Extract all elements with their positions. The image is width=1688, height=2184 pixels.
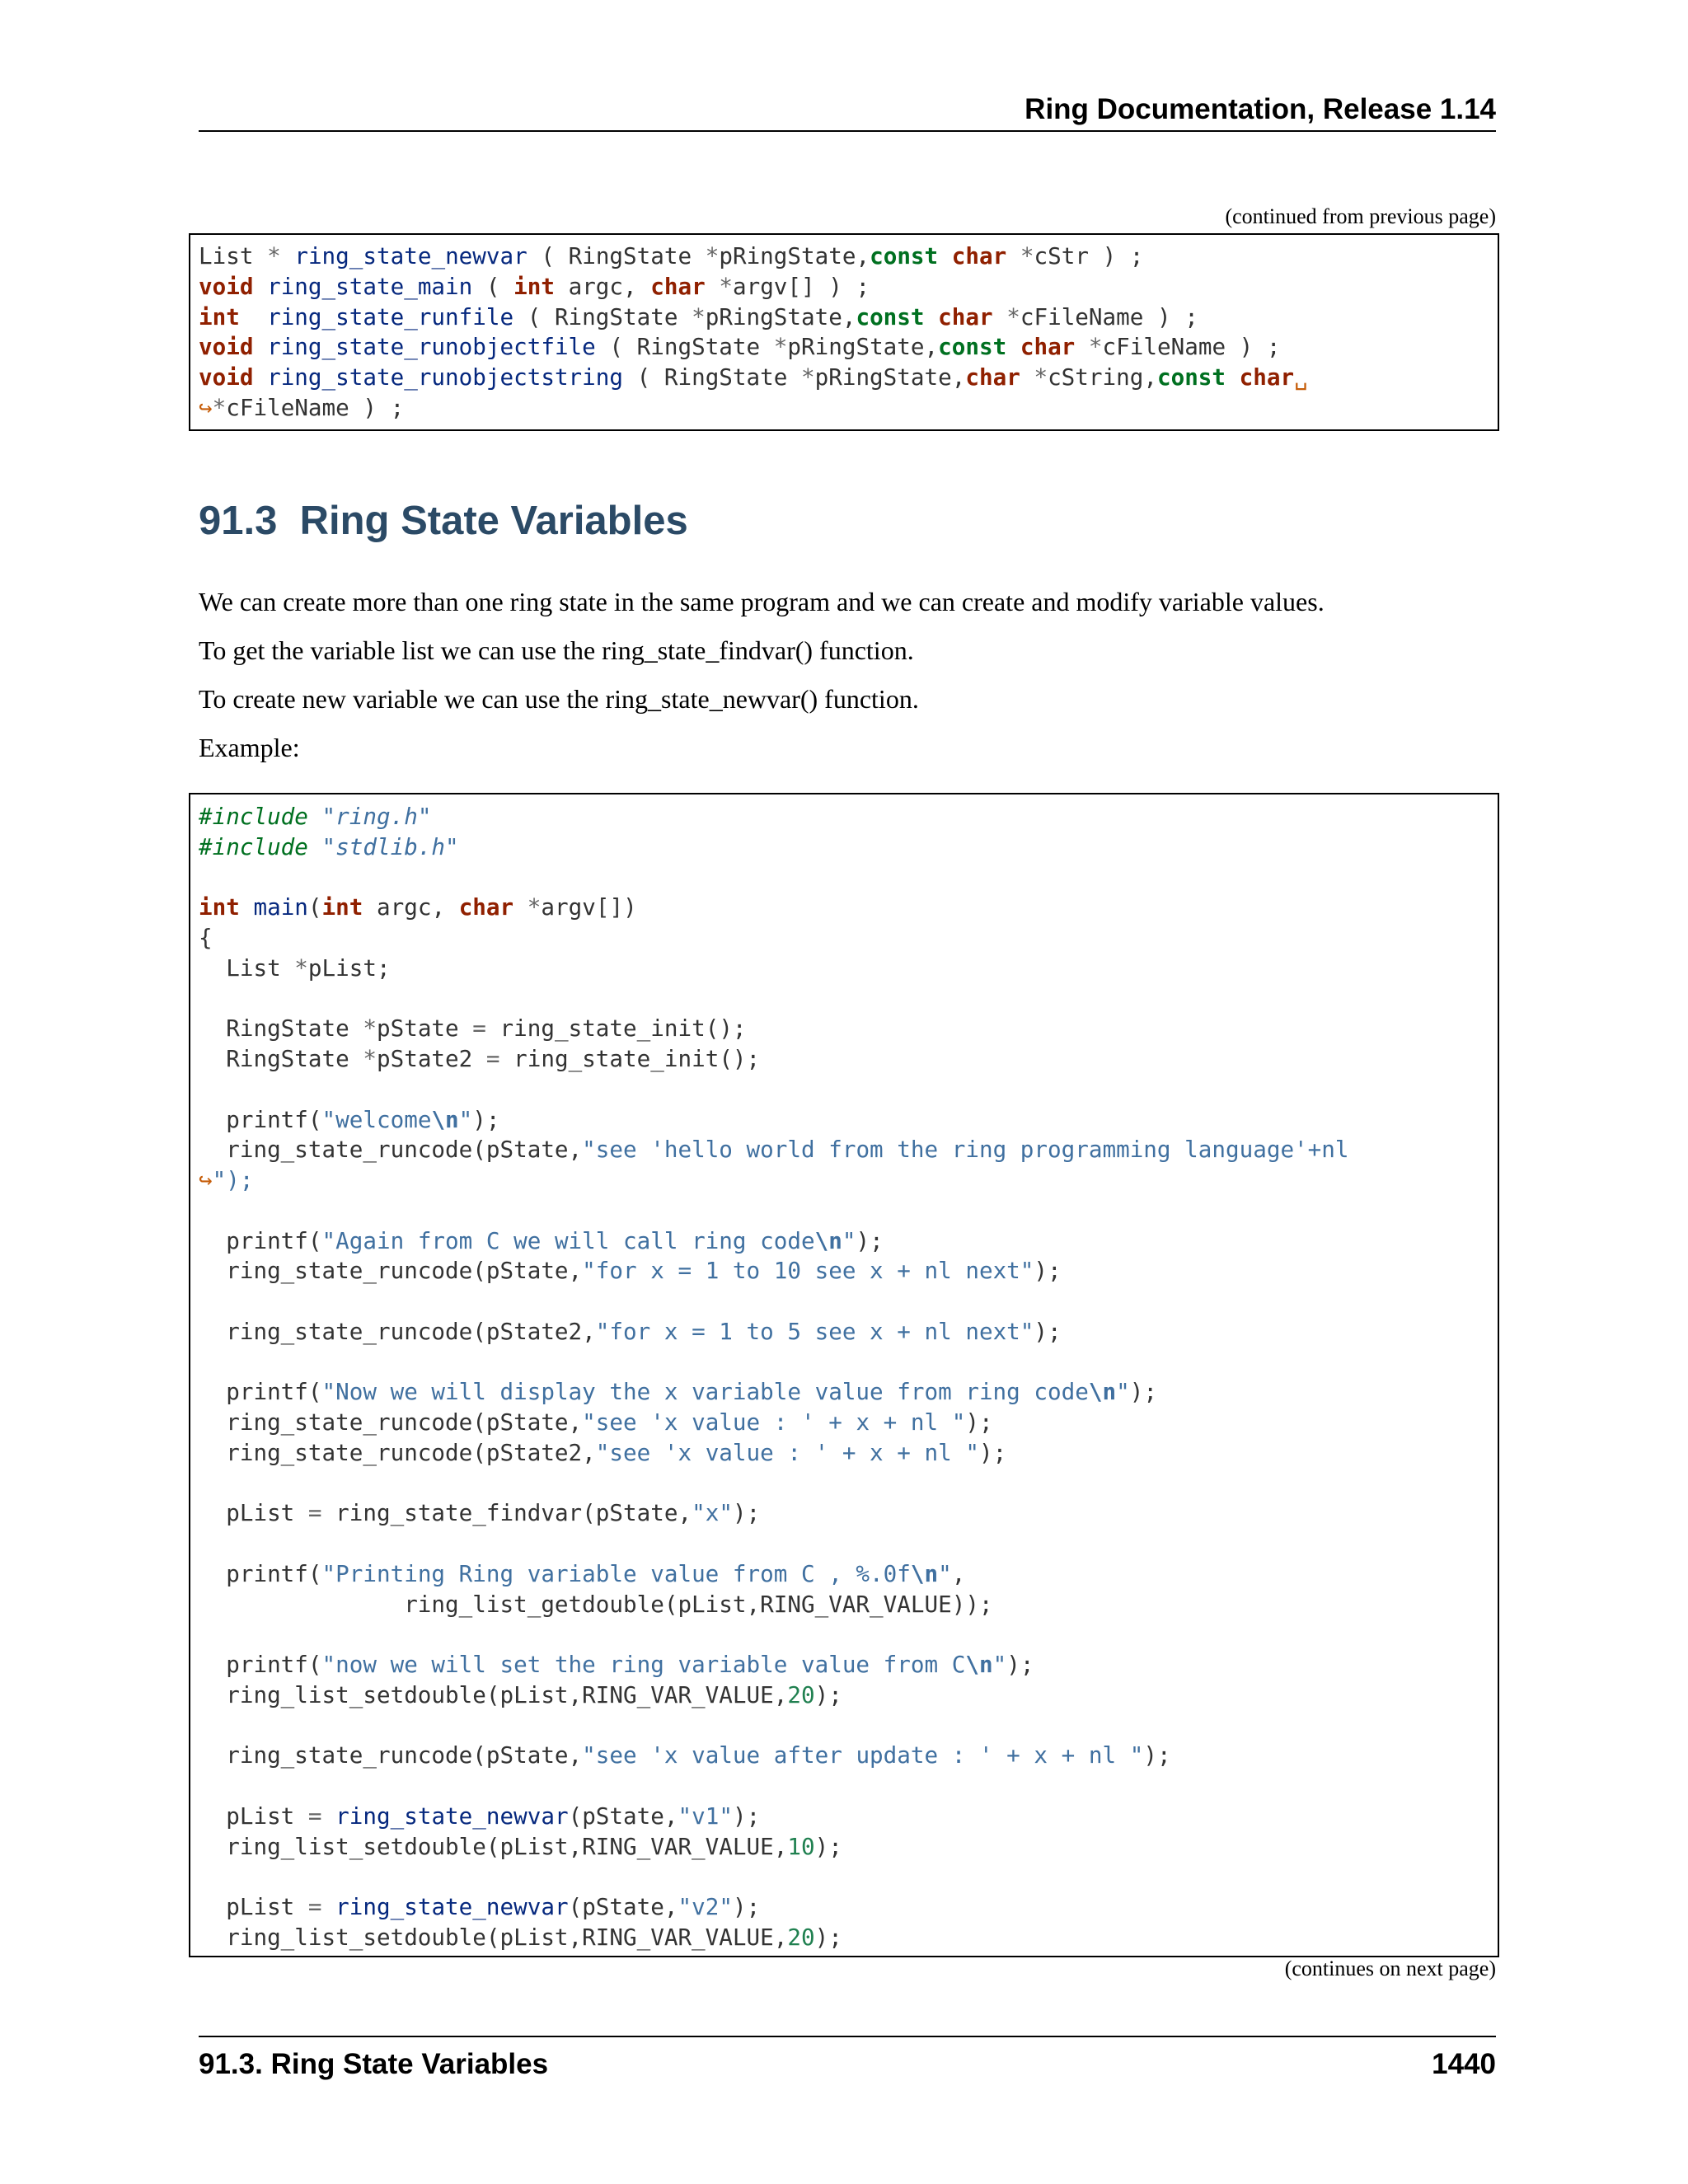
code-block-example: #include "ring.h" #include "stdlib.h" int main(int argc, char *argv[]) { List *pList; RingState *pState = ring_state_init(); RingState *pState2 = ring_state_init(); printf("welcome\n"); ring_state_runcode(pState,"see 'hello world from the ring programming language'+nl ↪"); printf("Again from C we will call ring code\n"); ring_state_runcode(pState,"for x = 1 to 10 see x + nl next"); ring_state_runcode(pState2,"for x = 1 to 5 see x + nl next"); printf("Now we will display the x variable value from ring code\n"); ring_state_runcode(pState,"see 'x value : ' + x + nl "); ring_state_runcode(pState2,"see 'x value : ' + x + nl "); pList = ring_state_findvar(pState,"x"); printf("Printing Ring variable value from C , %.0f\n", ring_list_getdouble(pList,RING_VAR_VALUE)); printf("now we will set the ring variable value from C\n"); ring_list_setdouble(pList,RING_VAR_VALUE,20); ring_state_runcode(pState,"see 'x value after update : ' + x + nl "); pList = ring_state_newvar(pState,"v1"); ring_list_setdouble(pList,RING_VAR_VALUE,10); pList = ring_state_newvar(pState,"v2"); ring_list_setdouble(pList,RING_VAR_VALUE,20); xyxy=(189,793,1499,1957)
paragraph-findvar: To get the variable list we can use the ring_state_findvar() function. xyxy=(199,635,914,665)
paragraph-example-label: Example: xyxy=(199,733,300,762)
code-block-prototypes: List * ring_state_newvar ( RingState *pRingState,const char *cStr ) ; void ring_state_main ( int argc, char *argv[] ) ; int ring_state_runfile ( RingState *pRingState,const char *cFileName ) ; void ring_state_runobjectfile ( RingState *pRingState,const char *cFileName ) ; void ring_state_runobjectstring ( RingState *pRingState,char *cString,const char␣ ↪*cFileName ) ; xyxy=(189,233,1499,431)
paragraph-intro: We can create more than one ring state in the same program and we can create and modify variable values. xyxy=(199,587,1325,616)
continues-on-caption: (continues on next page) xyxy=(1284,1957,1496,1980)
continued-from-caption: (continued from previous page) xyxy=(1225,204,1496,228)
section-title: Ring State Variables xyxy=(299,499,688,543)
paragraph-newvar: To create new variable we can use the ring_state_newvar() function. xyxy=(199,684,919,714)
section-number: 91.3 xyxy=(199,499,278,543)
running-footer xyxy=(199,2036,1496,2092)
running-header xyxy=(199,89,1496,132)
page-number: 1440 xyxy=(1432,2048,1496,2080)
footer-section: 91.3. Ring State Variables xyxy=(199,2048,549,2080)
document-title: Ring Documentation, Release 1.14 xyxy=(1025,93,1496,125)
section-heading xyxy=(199,498,688,544)
